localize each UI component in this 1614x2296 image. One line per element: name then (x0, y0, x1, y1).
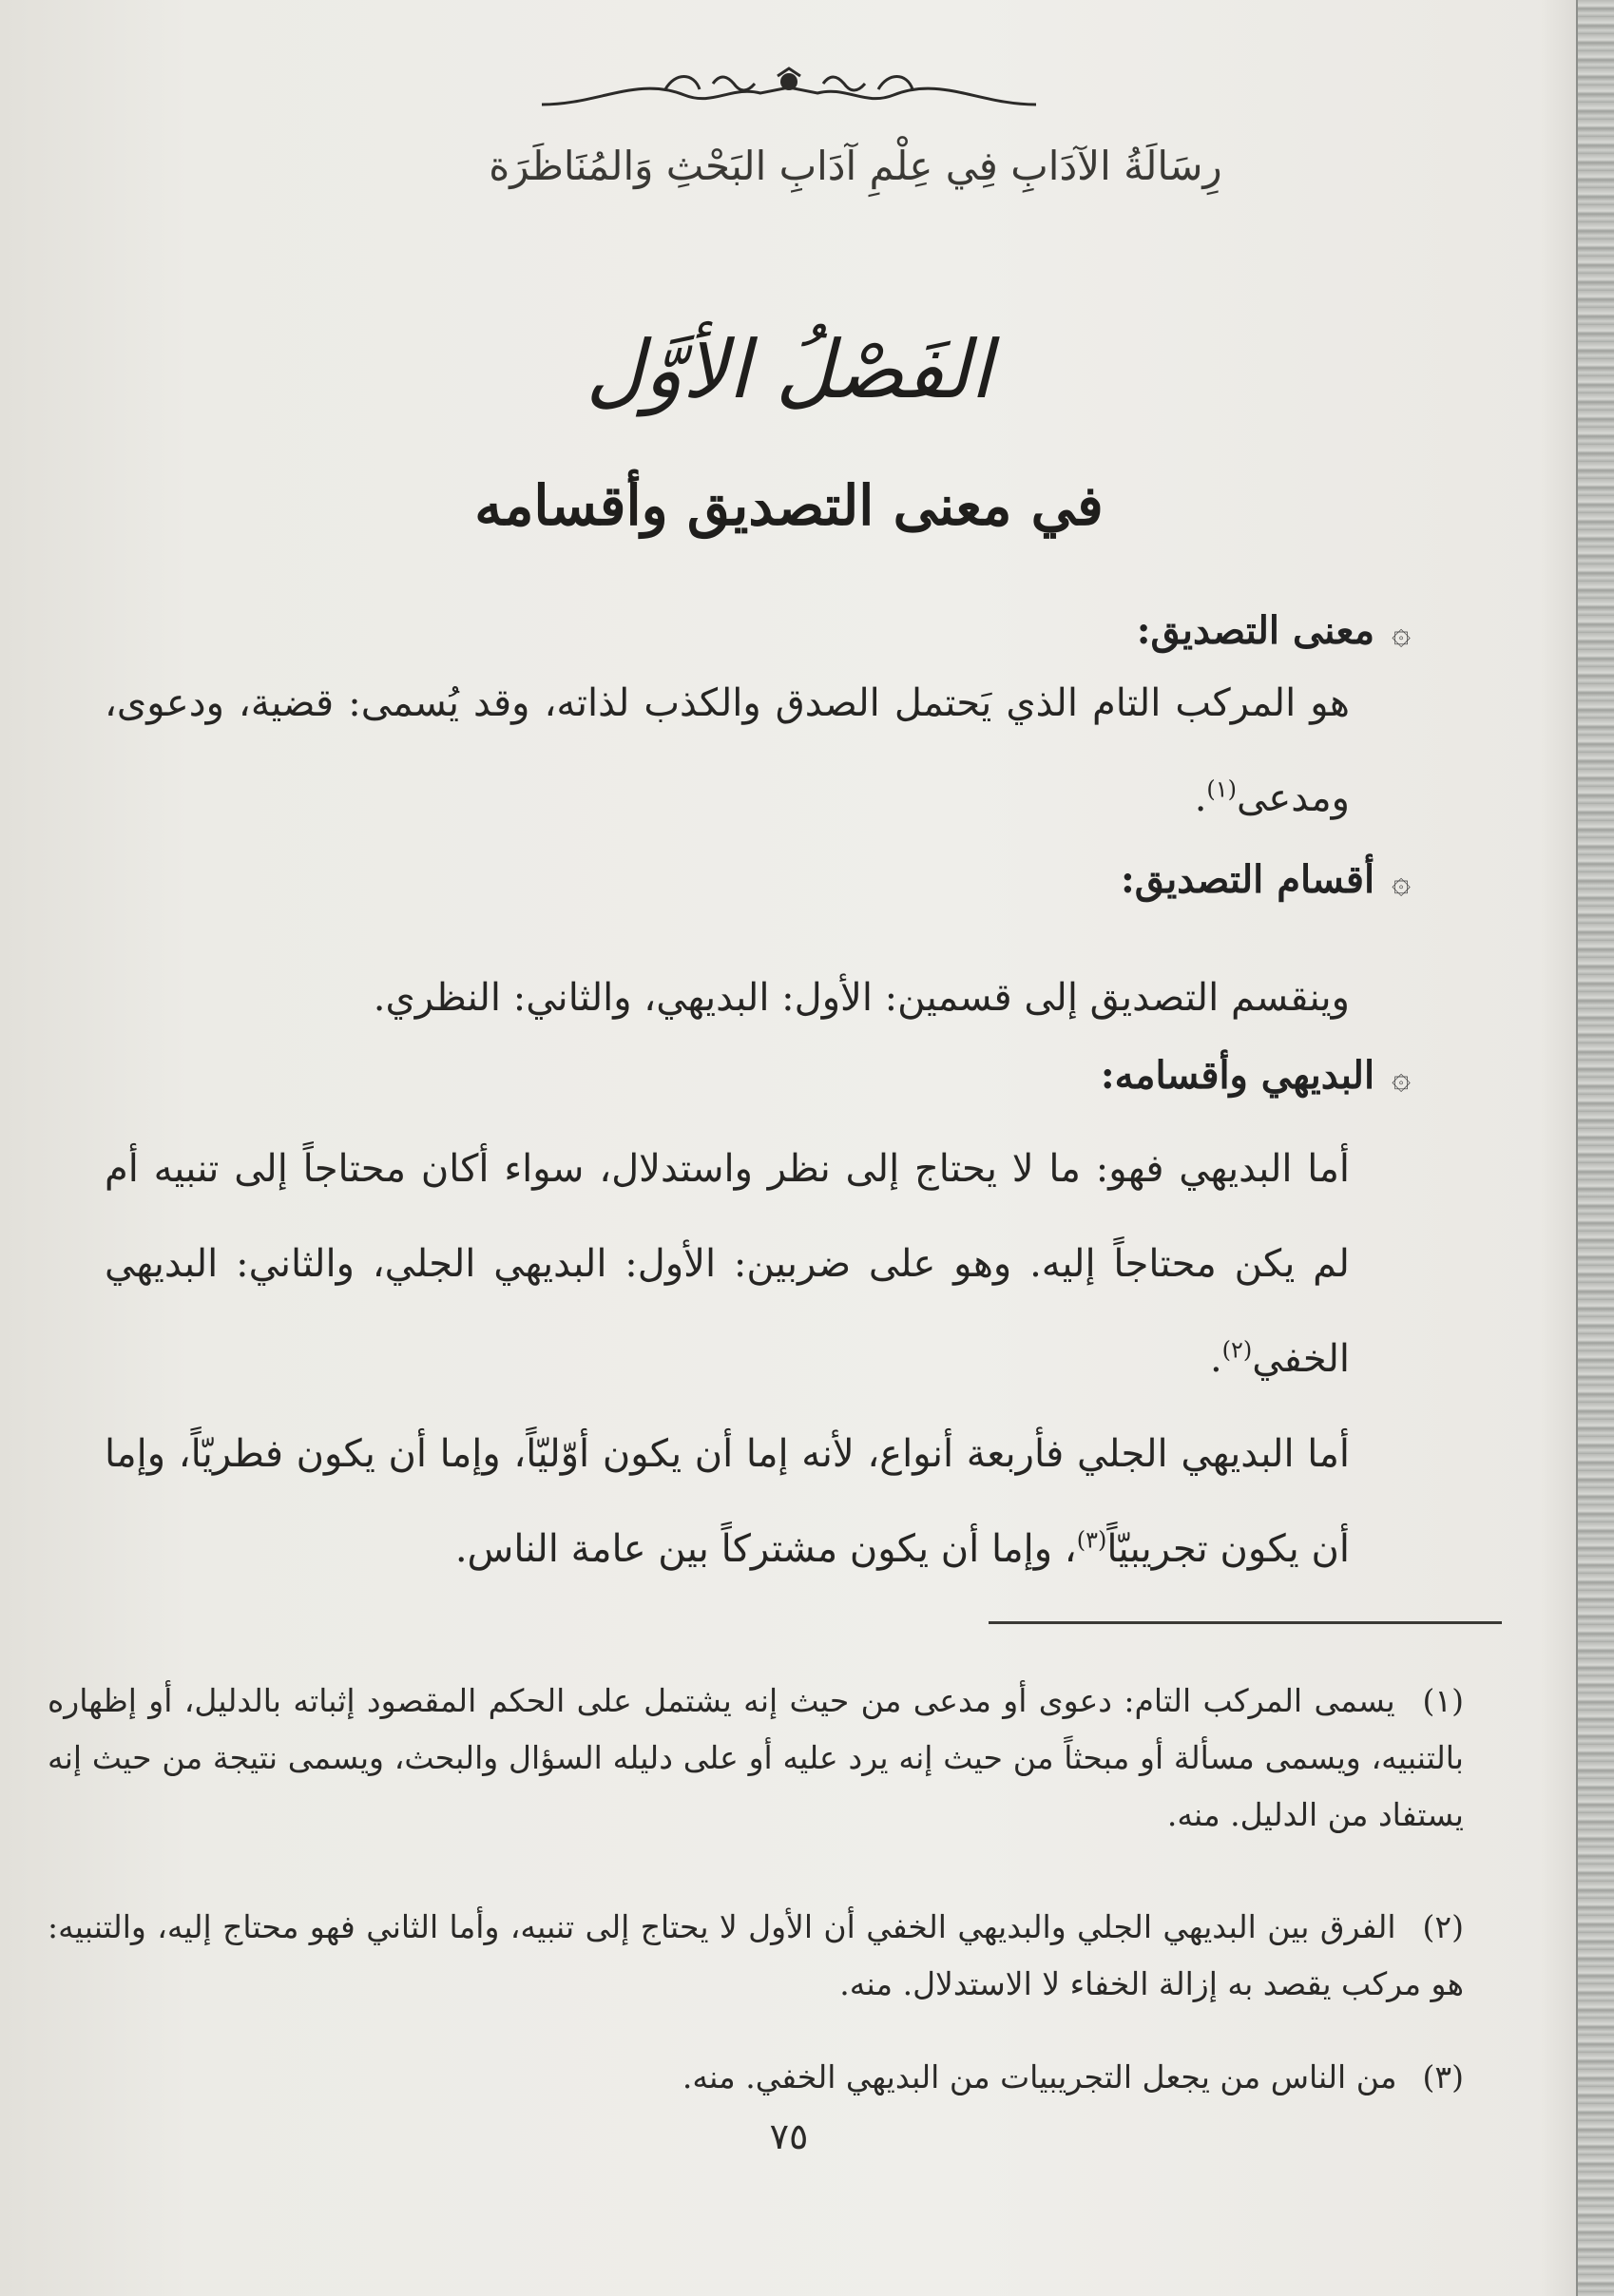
footnote-2 (48, 1899, 1464, 2013)
footnote-number: (١) (1422, 1682, 1464, 1719)
footnote-1 (48, 1673, 1464, 1844)
section-heading-text: أقسام التصديق: (1120, 857, 1375, 902)
paragraph-self-evident (105, 1121, 1350, 1406)
paragraph-clear-self-evident (105, 1406, 1350, 1597)
section-heading-divisions (1121, 857, 1411, 902)
paragraph-end: . (1209, 1337, 1222, 1381)
star-icon: ۞ (1392, 863, 1411, 901)
chapter-subtitle: في معنى التصديق وأقسامه (474, 473, 1104, 538)
paragraph-divisions (105, 950, 1350, 1045)
footnote-ref: (٣) (1076, 1526, 1107, 1554)
star-icon: ۞ (1392, 1059, 1411, 1097)
page-number: ٧٥ (769, 2115, 809, 2157)
ornament-icon (523, 67, 1055, 133)
footnote-ref: (٢) (1221, 1336, 1253, 1364)
page-gutter-shadow (1540, 0, 1578, 2296)
star-icon: ۞ (1392, 614, 1411, 652)
footnote-text: من الناس من يجعل التجريبيات من البديهي الخفي. منه. (682, 2058, 1397, 2095)
paragraph-end: ، وإما أن يكون مشتركاً بين عامة الناس. (454, 1527, 1077, 1571)
stacked-page-edges (1576, 0, 1614, 2296)
footnote-ref: (١) (1206, 775, 1238, 803)
footnote-3 (48, 2049, 1464, 2106)
footnote-number: (٣) (1422, 2058, 1464, 2095)
paragraph-text: وينقسم التصديق إلى قسمين: الأول: البديهي، والثاني: النظري. (373, 976, 1350, 1020)
header-ornament-wrap (0, 67, 1578, 133)
footnote-text: يسمى المركب التام: دعوى أو مدعى من حيث إنه يشتمل على الحكم المقصود إثباته بالدليل، أو إظهاره بالتنبيه، ويسمى مسألة أو مبحثاً من حيث إنه يرد عليه أو على دليله السؤال والبحث، ويسمى نتيجة من حيث إنه يستفاد من الدليل. منه. (48, 1682, 1464, 1833)
paragraph-meaning (105, 656, 1350, 846)
running-title: رِسَالَةُ الآدَابِ فِي عِلْمِ آدَابِ البَحْثِ وَالمُنَاظَرَة (489, 143, 1222, 189)
section-heading-text: معنى التصديق: (1136, 608, 1375, 653)
section-heading-self-evident (1101, 1053, 1411, 1098)
footnote-number: (٢) (1422, 1908, 1464, 1945)
paragraph-text: أما البديهي فهو: ما لا يحتاج إلى نظر واستدلال، سواء أكان محتاجاً إلى تنبيه أم لم يكن محتاجاً إليه. وهو على ضربين: الأول: البديهي الجلي، والثاني: البديهي الخفي (105, 1147, 1350, 1381)
footnote-divider (989, 1621, 1502, 1624)
section-heading-text: البديهي وأقسامه: (1100, 1053, 1375, 1098)
footnote-text: الفرق بين البديهي الجلي والبديهي الخفي أن الأول لا يحتاج إلى تنبيه، وأما الثاني فهو محتاج إليه، والتنبيه: هو مركب يقصد به إزالة الخفاء لا الاستدلال. منه. (48, 1908, 1464, 2002)
paragraph-end: . (1194, 776, 1207, 820)
section-heading-meaning (1137, 608, 1411, 653)
chapter-title: الفَصْلُ الأوَّل (586, 323, 992, 416)
paragraph-text: هو المركب التام الذي يَحتمل الصدق والكذب لذاته، وقد يُسمى: قضية، ودعوى، ومدعى (105, 681, 1350, 820)
paragraph-text: أما البديهي الجلي فأربعة أنواع، لأنه إما أن يكون أوّليّاً، وإما أن يكون فطريّاً، وإما أن يكون تجريبيّاً (105, 1432, 1350, 1571)
